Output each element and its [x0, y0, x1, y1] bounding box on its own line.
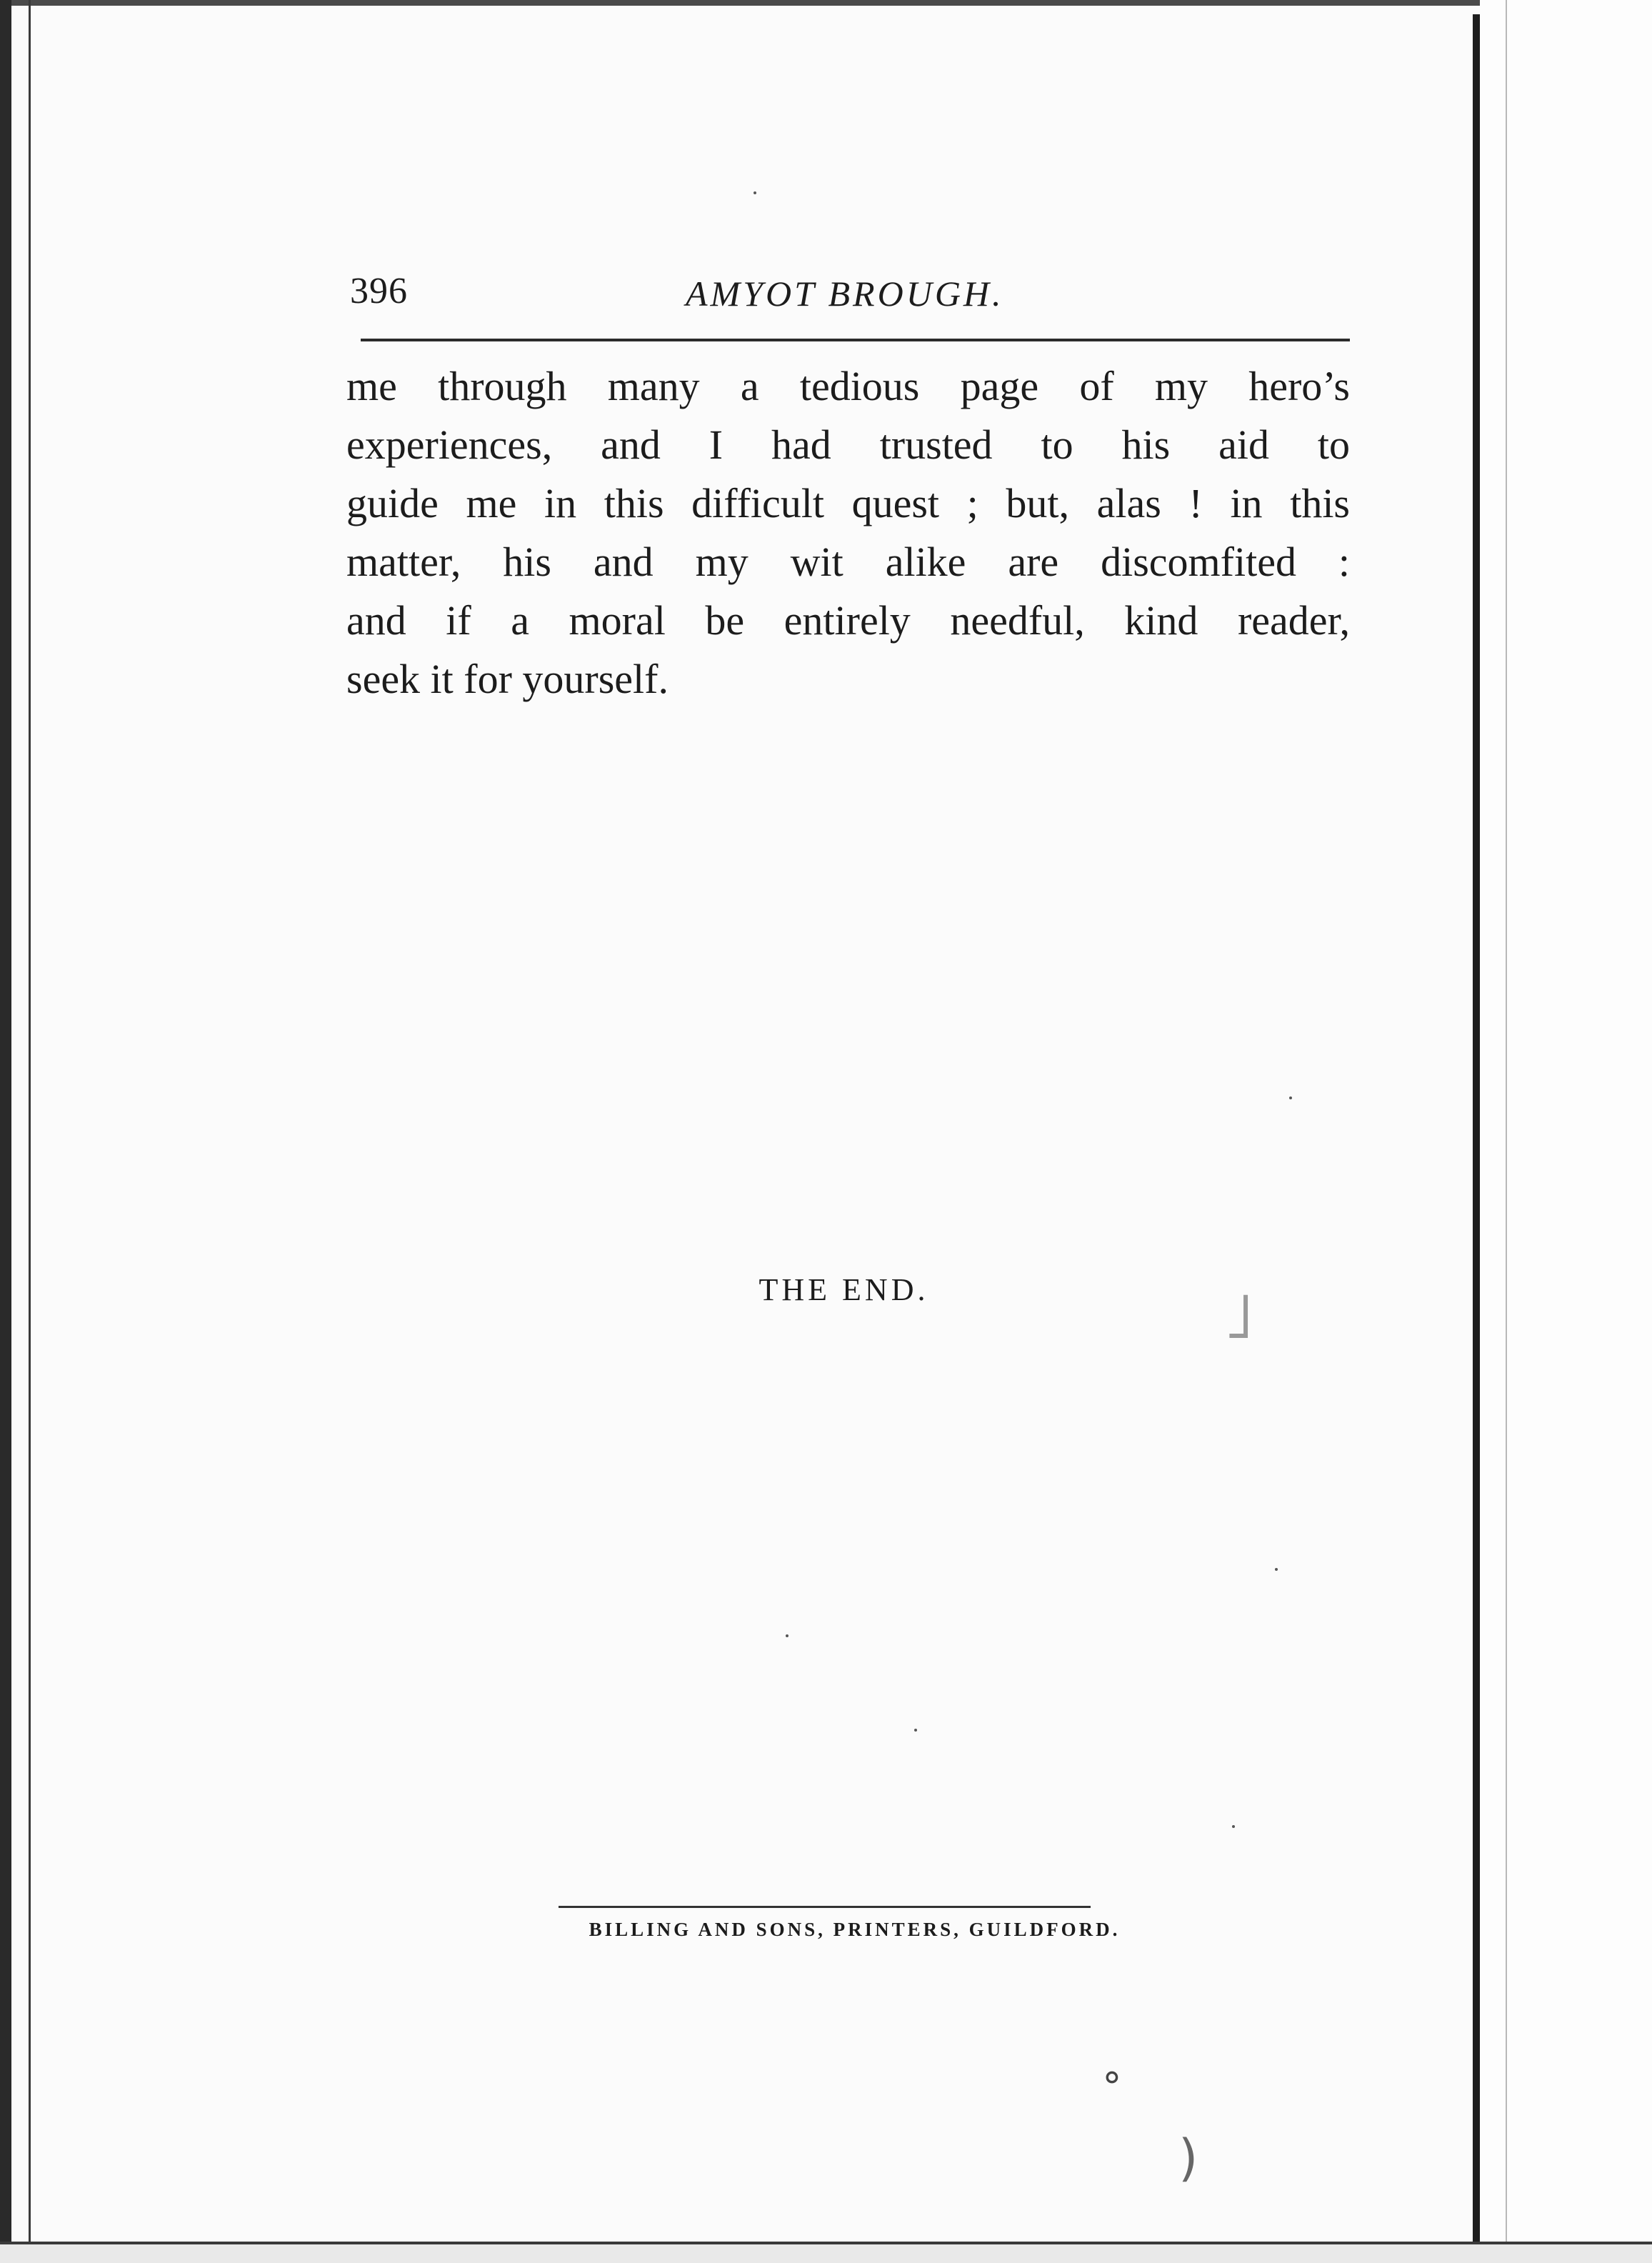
- running-head: [350, 270, 1350, 320]
- body-line: and if a moral be entirely needful, kind reader,: [346, 597, 1350, 644]
- body-line: experiences, and I had trusted to his aid to: [346, 421, 1350, 468]
- printer-imprint: BILLING AND SONS, PRINTERS, GUILDFORD.: [589, 1919, 1121, 1940]
- pencil-mark: ˩: [1223, 1279, 1255, 1354]
- the-end-heading: THE END.: [759, 1272, 929, 1307]
- body-line: me through many a tedious page of my hero’s: [346, 363, 1350, 409]
- body-line: seek it for yourself.: [346, 656, 669, 702]
- scan-speck: [754, 191, 756, 194]
- scan-speck: [1232, 1825, 1235, 1828]
- body-line: matter, his and my wit alike are discomfited :: [346, 539, 1350, 585]
- imprint-rule: [559, 1906, 1091, 1908]
- page-fold: [1473, 14, 1480, 2243]
- scan-top-edge: [0, 0, 1652, 6]
- page-number: 396: [350, 271, 408, 311]
- scan-speck: [1275, 1568, 1278, 1571]
- pencil-mark: ): [1178, 2129, 1198, 2187]
- header-rule: [361, 339, 1350, 341]
- body-paragraph: [346, 357, 1350, 709]
- pencil-mark: ∘: [1100, 2054, 1124, 2099]
- scan-speck: [914, 1729, 917, 1732]
- scan-speck: [1289, 1096, 1292, 1099]
- running-title: AMYOT BROUGH.: [686, 274, 1004, 314]
- scan-bottom-edge: [0, 2242, 1652, 2263]
- body-line: guide me in this difficult quest ; but, alas ! in this: [346, 480, 1350, 526]
- scan-speck: [786, 1634, 789, 1637]
